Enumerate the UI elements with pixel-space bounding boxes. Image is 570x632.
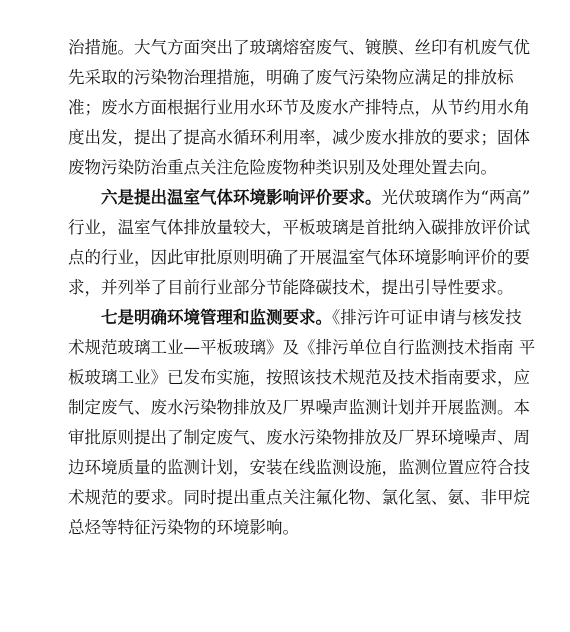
- paragraph-3-line-5: 审批原则提出了制定废气、废水污染物排放及厂界环境噪声、周: [68, 428, 530, 447]
- paragraph-2-line-1: [101, 184, 531, 212]
- paragraph-1-line-1: 治措施。大气方面突出了玻璃熔窑废气、镀膜、丝印有机废气优: [68, 38, 530, 57]
- paragraph-3-line-1: [101, 304, 522, 332]
- paragraph-3-line-4: 制定废气、废水污染物排放及厂界噪声监测计划并开展监测。本: [68, 398, 530, 417]
- paragraph-3-line-8: 总烃等特征污染物的环境影响。: [68, 518, 299, 537]
- paragraph-1-line-4: 度出发，提出了提高水循环利用率，减少废水排放的要求；固体: [68, 128, 530, 147]
- paragraph-2-line-3: 点的行业，因此审批原则明确了开展温室气体环境影响评价的要: [68, 248, 530, 267]
- paragraph-3-line-3: 板玻璃工业》已发布实施，按照该技术规范及技术指南要求，应: [68, 368, 530, 387]
- paragraph-1-line-3: 准；废水方面根据行业用水环节及废水产排特点，从节约用水角: [68, 98, 530, 117]
- paragraph-3-heading: 七是明确环境管理和监测要求。: [101, 308, 332, 327]
- paragraph-2-line-1-text: 光伏玻璃作为“两高”: [381, 188, 531, 207]
- paragraph-1-line-2: 先采取的污染物治理措施，明确了废气污染物应满足的排放标: [68, 68, 514, 87]
- paragraph-3-line-2: 术规范玻璃工业—平板玻璃》及《排污单位自行监测技术指南 平: [68, 338, 536, 357]
- paragraph-3-line-1-text: 《排污许可证申请与核发技: [332, 308, 522, 327]
- paragraph-3-line-6: 边环境质量的监测计划，安装在线监测设施，监测位置应符合技: [68, 458, 530, 477]
- paragraph-2-line-4: 求，并列举了目前行业部分节能降碳技术，提出引导性要求。: [68, 278, 514, 297]
- paragraph-1-line-5: 废物污染防治重点关注危险废物种类识别及处理处置去向。: [68, 158, 497, 177]
- paragraph-2-heading: 六是提出温室气体环境影响评价要求。: [101, 188, 382, 207]
- paragraph-2-line-2: 行业，温室气体排放量较大，平板玻璃是首批纳入碳排放评价试: [68, 218, 530, 237]
- paragraph-3-line-7: 术规范的要求。同时提出重点关注氟化物、氯化氢、氨、非甲烷: [68, 488, 530, 507]
